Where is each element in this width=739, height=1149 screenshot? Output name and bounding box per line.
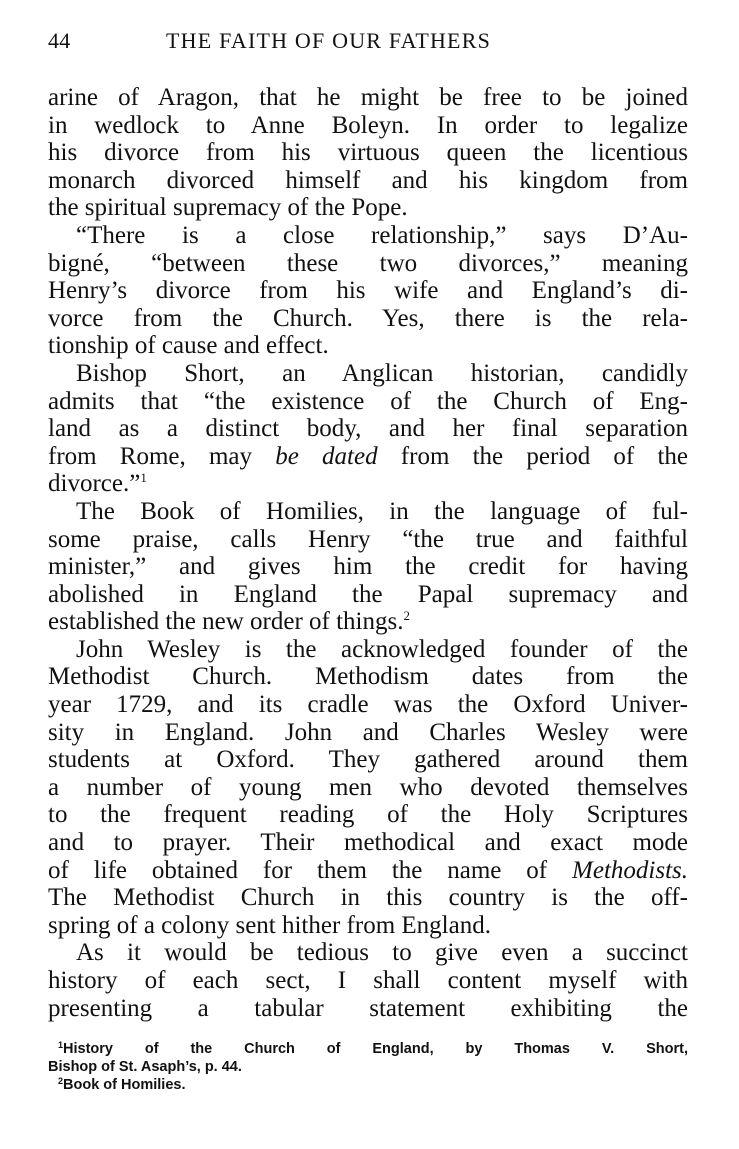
text-line bbox=[48, 443, 688, 471]
footnotes bbox=[48, 1040, 688, 1094]
text-line: Methodist Church. Methodism dates from the bbox=[48, 663, 688, 691]
text-line: Bishop Short, an Anglican historian, candidly bbox=[76, 359, 688, 387]
footnote-ref-2: 2 bbox=[403, 608, 410, 624]
text-line: the spiritual supremacy of the Pope. bbox=[48, 194, 408, 222]
text-line: in wedlock to Anne Boleyn. In order to legalize bbox=[48, 111, 688, 139]
text-line bbox=[48, 470, 688, 498]
text-run: from Rome, may bbox=[48, 442, 276, 470]
text-line: his divorce from his virtuous queen the licentious bbox=[48, 139, 688, 167]
italic-run: Methodists. bbox=[572, 856, 688, 884]
text-line: “There is a close relationship,” says D’Au- bbox=[76, 221, 688, 249]
text-run: from the period of the bbox=[377, 442, 689, 470]
footnote-mark-1: 1 bbox=[58, 1040, 64, 1050]
text-run: divorce.” bbox=[48, 470, 141, 498]
footnote-1-continued: Bishop of St. Asaph’s, p. 44. bbox=[48, 1059, 242, 1075]
text-line: admits that “the existence of the Church of Eng- bbox=[48, 387, 688, 415]
text-line: tionship of cause and effect. bbox=[48, 332, 329, 360]
text-line: Henry’s divorce from his wife and England’s di- bbox=[48, 277, 688, 305]
page-number: 44 bbox=[48, 28, 71, 53]
footnote-mark-2: 2 bbox=[58, 1076, 64, 1086]
text-line: presenting a tabular statement exhibiting the bbox=[48, 994, 688, 1022]
text-line bbox=[48, 857, 688, 885]
text-line: arine of Aragon, that he might be free to be joined bbox=[48, 84, 688, 111]
text-line: history of each sect, I shall content myself with bbox=[48, 967, 688, 994]
text-line bbox=[48, 608, 688, 636]
body-text bbox=[48, 84, 688, 1022]
text-line: spring of a colony sent hither from England. bbox=[48, 911, 491, 939]
text-line: a number of young men who devoted themselves bbox=[48, 773, 688, 801]
text-run: of life obtained for them the name of bbox=[48, 856, 573, 884]
text-line: monarch divorced himself and his kingdom from bbox=[48, 166, 688, 194]
footnote-1 bbox=[48, 1040, 688, 1058]
text-line: year 1729, and its cradle was the Oxford Univer- bbox=[48, 691, 688, 719]
footnote-2 bbox=[48, 1076, 688, 1094]
text-line: minister,” and gives him the credit for having bbox=[48, 553, 688, 581]
text-line: sity in England. John and Charles Wesley were bbox=[48, 718, 688, 746]
footnote-text: History of the Church of England, by Thomas V. Short, bbox=[63, 1041, 688, 1057]
italic-run: be dated bbox=[275, 442, 378, 470]
text-line: some praise, calls Henry “the true and faithful bbox=[48, 525, 688, 553]
text-line: students at Oxford. They gathered around them bbox=[48, 746, 688, 774]
text-line: John Wesley is the acknowledged founder of the bbox=[76, 635, 688, 663]
footnote-ref-1: 1 bbox=[140, 470, 147, 486]
text-line: As it would be tedious to give even a succinct bbox=[76, 939, 688, 967]
text-run: established the new order of things. bbox=[48, 608, 404, 636]
text-line: to the frequent reading of the Holy Scriptures bbox=[48, 801, 688, 829]
text-line: The Book of Homilies, in the language of ful- bbox=[76, 497, 688, 525]
footnote-text: Book of Homilies. bbox=[63, 1077, 186, 1093]
text-line: land as a distinct body, and her final separation bbox=[48, 415, 688, 443]
text-line: bigné, “between these two divorces,” meaning bbox=[48, 249, 688, 277]
text-line: and to prayer. Their methodical and exact mode bbox=[48, 829, 688, 857]
text-line: abolished in England the Papal supremacy and bbox=[48, 580, 688, 608]
running-header bbox=[48, 28, 688, 58]
running-title: THE FAITH OF OUR FATHERS bbox=[166, 28, 492, 53]
text-line: vorce from the Church. Yes, there is the rela- bbox=[48, 304, 688, 332]
text-line: The Methodist Church in this country is the off- bbox=[48, 884, 688, 912]
